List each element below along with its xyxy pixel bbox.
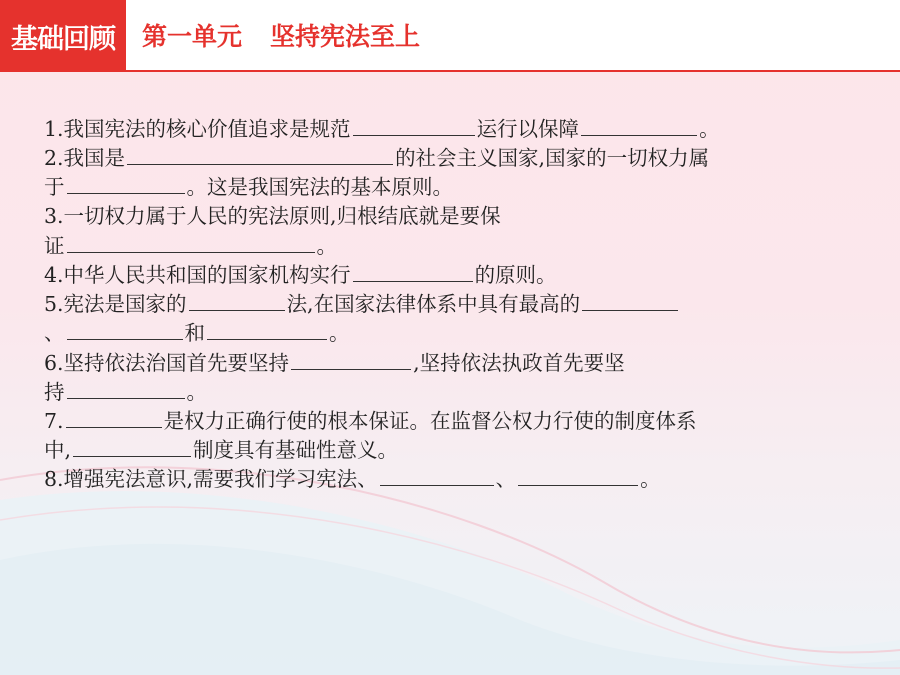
unit-title-bar	[126, 0, 900, 72]
question-8	[44, 464, 844, 493]
question-6	[44, 348, 844, 377]
question-text: 制度具有基础性意义。	[193, 438, 399, 463]
question-text: 运行以保障	[476, 117, 580, 141]
question-text: 证	[44, 233, 65, 258]
question-4	[44, 260, 844, 289]
question-list	[44, 114, 844, 493]
question-text: 。这是我国宪法的基本原则。	[186, 175, 453, 200]
question-text: 于	[44, 175, 65, 200]
question-7	[44, 406, 844, 435]
question-3	[44, 202, 844, 231]
question-text: 。	[329, 321, 350, 346]
answer-blank[interactable]	[73, 435, 191, 457]
question-text: 和	[184, 321, 205, 346]
question-7-cont	[44, 435, 844, 464]
unit-title: 坚持宪法至上	[270, 22, 421, 51]
answer-blank[interactable]	[127, 143, 393, 165]
question-text: 3.一切权力属于人民的宪法原则,归根结底就是要保	[44, 203, 501, 228]
question-text: 的社会主义国家,国家的一切权力属	[395, 146, 710, 171]
question-3-cont	[44, 231, 844, 260]
question-text: 法,在国家法律体系中具有最高的	[286, 292, 581, 317]
answer-blank[interactable]	[67, 377, 185, 399]
question-text: 是权力正确行使的根本保证。在监督公权力行使的制度体系	[163, 408, 697, 433]
question-text: 持	[44, 379, 65, 404]
question-text: 6.坚持依法治国首先要坚持	[44, 350, 290, 375]
question-2	[44, 143, 844, 172]
question-text: 。	[699, 117, 720, 141]
question-1	[44, 114, 844, 143]
answer-blank[interactable]	[67, 172, 185, 194]
question-text: 中,	[44, 438, 72, 463]
question-text: 8.增强宪法意识,需要我们学习宪法、	[44, 467, 378, 492]
question-text: 、	[495, 467, 517, 492]
question-6-cont	[44, 377, 844, 406]
question-text: 、	[44, 321, 65, 346]
question-text: ,坚持依法执政首先要坚	[413, 350, 625, 375]
question-text: 。	[186, 379, 207, 404]
answer-blank[interactable]	[353, 114, 475, 136]
question-2-cont	[44, 172, 844, 201]
unit-label: 第一单元	[142, 22, 243, 51]
answer-blank[interactable]	[380, 464, 494, 486]
question-text: 1.我国宪法的核心价值追求是规范	[44, 117, 351, 141]
answer-blank[interactable]	[581, 114, 697, 136]
answer-blank[interactable]	[66, 406, 162, 428]
question-text: 2.我国是	[44, 146, 126, 171]
question-5	[44, 289, 844, 318]
section-header	[0, 0, 900, 72]
answer-blank[interactable]	[207, 318, 327, 340]
question-5-cont	[44, 318, 844, 347]
answer-blank[interactable]	[582, 289, 678, 311]
answer-blank[interactable]	[353, 260, 473, 282]
question-text: 7.	[44, 408, 64, 433]
answer-blank[interactable]	[518, 464, 638, 486]
section-tag: 基础回顾	[0, 0, 126, 72]
question-text: 的原则。	[474, 262, 557, 287]
question-text: 。	[316, 233, 337, 258]
answer-blank[interactable]	[67, 318, 183, 340]
answer-blank[interactable]	[189, 289, 285, 311]
question-text: 4.中华人民共和国的国家机构实行	[44, 262, 351, 287]
question-text: 。	[640, 467, 661, 492]
question-text: 5.宪法是国家的	[44, 292, 187, 317]
answer-blank[interactable]	[67, 231, 315, 253]
answer-blank[interactable]	[291, 348, 411, 370]
